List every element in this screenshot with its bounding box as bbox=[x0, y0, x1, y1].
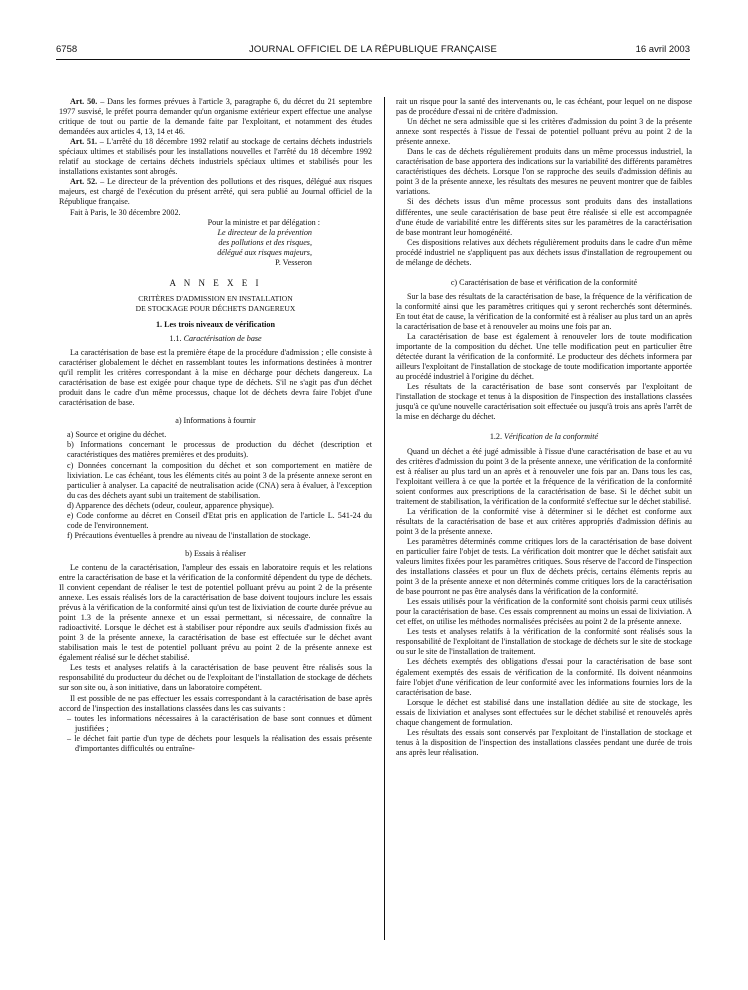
signature-block bbox=[59, 218, 372, 268]
article-label: Art. 50. bbox=[70, 97, 98, 106]
list-item: e) Code conforme au décret en Conseil d'Etat pris en application de l'article L. 541-24 du code de l'environnement. bbox=[67, 510, 372, 530]
paragraph: Un déchet ne sera admissible que si les critères d'admission du point 3 de la présente annexe sont respectés à l'issue de l'essai de potentiel polluant prévu au point 2 de la présente annexe. bbox=[396, 117, 692, 147]
paragraph: Dans le cas de déchets régulièrement produits dans un même processus industriel, la caractérisation de base apportera des indications sur la variabilité des différents paramètres caractéristiques des déchets. Lorsque l'on se rapproche des seuils d'admission définis au point 3 de la présente annexe, les résultats des mesures ne peuvent montrer que de faibles variations. bbox=[396, 147, 692, 197]
signature-line: des pollutions et des risques, bbox=[218, 237, 312, 247]
subsection-heading bbox=[59, 334, 372, 344]
left-column bbox=[59, 97, 372, 754]
signature-line: Le directeur de la prévention bbox=[217, 227, 312, 237]
paragraph: Les tests et analyses relatifs à la caractérisation de base peuvent être réalisés sous la responsabilité du producteur du déchet ou de l'exploitant de l'installation de stockage de déchets sur son site ou, à son initiative, dans un laboratoire compétent. bbox=[59, 663, 372, 693]
paragraph: Si des déchets issus d'un même processus sont produits dans des installations différentes, une seule caractérisation de base peut être réalisée si elle est accompagnée d'une étude de variabilité entre les différents sites sur les paramètres de la caractérisation de base montrant leur homogénéité. bbox=[396, 197, 692, 237]
list-item: b) Informations concernant le processus de production du déchet (description et caractéristiques des matières premières et des produits). bbox=[67, 440, 372, 460]
information-list bbox=[59, 430, 372, 541]
journal-title: JOURNAL OFFICIEL DE LA RÉPUBLIQUE FRANÇAISE bbox=[248, 44, 498, 55]
annex-heading-line-2: DE STOCKAGE POUR DÉCHETS DANGEREUX bbox=[135, 303, 296, 313]
subsection-heading bbox=[396, 432, 692, 442]
page-header bbox=[56, 44, 690, 58]
list-item: – toutes les informations nécessaires à la caractérisation de base sont connues et dûment justifiées ; bbox=[67, 713, 372, 733]
list-item: a) Source et origine du déchet. bbox=[67, 430, 167, 440]
paragraph: Les tests et analyses relatifs à la vérification de la conformité sont réalisés sous la responsabilité de l'exploitant de l'installation de stockage de déchets sur le site de stockage ou sur le site de l'installation de traitement. bbox=[396, 627, 692, 657]
subheading: b) Essais à réaliser bbox=[185, 548, 246, 558]
paragraph: Les paramètres déterminés comme critiques lors de la caractérisation de base doivent en particulier faire l'objet de tests. La vérification doit montrer que le déchet satisfait aux valeurs limites fixées pour les paramètres critiques. Sous réserve de l'accord de l'inspection des installations classées et pour un flux de déchets précis, certains éléments repris au point 3 de la présente annexe et non déterminés comme critiques lors de la caractérisation de base pourront ne pas être analysés dans la vérification de la conformité. bbox=[396, 536, 693, 597]
signature-line: Pour la ministre et par délégation : bbox=[207, 217, 320, 227]
paragraph: Les résultats des essais sont conservés par l'exploitant de l'installation de stockage et tenus à la disposition de l'inspection des installations classées pendant une durée de trois ans après leur réalisation. bbox=[396, 727, 692, 757]
section-heading: 1. Les trois niveaux de vérification bbox=[155, 319, 275, 329]
page-number: 6758 bbox=[56, 44, 78, 55]
subsection-number: 1.2. bbox=[489, 432, 503, 442]
signature-place-date: Fait à Paris, le 30 décembre 2002. bbox=[70, 207, 181, 217]
paragraph: Ces dispositions relatives aux déchets régulièrement produits dans le cadre d'un même procédé industriel ne s'appliquent pas aux déchets issus d'installation de regroupement ou de mélange de déchets. bbox=[396, 237, 692, 267]
paragraph: Quand un déchet a été jugé admissible à l'issue d'une caractérisation de base et au vu des critères d'admission du point 3 de la présente annexe, une vérification de la conformité est à réaliser au plus tard un an après et à renouveler une fois par an. Dans tous les cas, l'exploitant veillera à ce que la portée et la fréquence de la vérification de la conformité soient conformes aux prescriptions de la caractérisation de base. Si le déchet subit un traitement de stabilisation, la vérification de la conformité s'effectue sur le déchet stabilisé. bbox=[396, 446, 692, 506]
article-50 bbox=[59, 97, 372, 137]
paragraph: La caractérisation de base est la première étape de la procédure d'admission ; elle consiste à caractériser globalement le déchet en rassemblant toutes les informations destinées à montrer qu'il remplit les critères correspondant à la mise en décharge pour déchets dangereux. La caractérisation de base est exigée pour chaque type de déchets. S'il ne s'agit pas d'un déchet produit dans le cadre d'un même processus, chaque lot de déchets devra faire l'objet d'une caractérisation de base. bbox=[59, 348, 372, 408]
paragraph: Le contenu de la caractérisation, l'ampleur des essais en laboratoire requis et les relations entre la caractérisation de base et la vérification de la conformité dépendent du type de déchets. Il convient cependant de réaliser le test de potentiel polluant prévu au point 2 de la présente annexe. Les essais réalisés lors de la caractérisation de base doivent toujours inclure les essais prévus à la vérification de la conformité ainsi qu'un test de lixiviation de courte durée prévue au point 1.3 de la présente annexe et un essai permettant, si nécessaire, de connaître la radioactivité. Lorsque le déchet est à stabiliser pour répondre aux seuils d'admission fixés au point 3 de la présente annexe, la caractérisation de base est effectuée sur le déchet avant stabilisation mais le test de potentiel polluant prévu au point 2 de la présente annexe est également réalisé sur le déchet stabilisé. bbox=[59, 562, 372, 663]
list-item: f) Précautions éventuelles à prendre au niveau de l'installation de stockage. bbox=[67, 530, 311, 540]
list-item: – le déchet fait partie d'un type de déchets pour lesquels la réalisation des essais présente d'importantes difficultés ou entraîne- bbox=[67, 733, 372, 753]
signature-line: délégué aux risques majeurs, bbox=[217, 247, 312, 257]
article-51 bbox=[59, 137, 372, 177]
article-label: Art. 51. bbox=[70, 137, 98, 147]
article-text: – Dans les formes prévues à l'article 3, paragraphe 6, du décret du 21 septembre 1977 susvisé, le préfet pourra demander qu'un organisme extérieur expert effectue une analyse critique de tout ou partie de la demande faite par l'exploitant, et notamment des études demandées aux articles 4, 13, 14 et 46. bbox=[59, 97, 372, 137]
right-column bbox=[396, 97, 692, 758]
header-rule bbox=[56, 59, 690, 60]
list-item: c) Données concernant la composition du déchet et son comportement en matière de lixiviation. Le cas échéant, tous les éléments cités au point 3 de la présente annexe seront en particulier à analyser. La capacité de neutralisation acide (CNA) sera à évaluer, à l'exception du cas des déchets ayant subi un traitement de stabilisation. bbox=[67, 460, 372, 500]
column-divider bbox=[384, 97, 385, 940]
exemption-list bbox=[59, 714, 372, 754]
subsection-title: Caractérisation de base bbox=[183, 333, 262, 343]
paragraph: Sur la base des résultats de la caractérisation de base, la fréquence de la vérification de la conformité ainsi que les paramètres critiques qui y seront recherchés sont déterminés. En tout état de cause, la vérification de la conformité est à réaliser au plus tard un an après la caractérisation de base et à renouveler au moins une fois par an. bbox=[396, 291, 692, 331]
list-item: d) Apparence des déchets (odeur, couleur, apparence physique). bbox=[67, 500, 274, 510]
paragraph: rait un risque pour la santé des intervenants ou, le cas échéant, pour lequel on ne dispose pas de procédure d'essai ni de critère d'admission. bbox=[396, 97, 692, 117]
paragraph: Les déchets exemptés des obligations d'essai pour la caractérisation de base sont également exemptés des essais de vérification de la conformité. Ils doivent néanmoins faire l'objet d'une vérification de leur conformité avec les informations fournies lors de la caractérisation de base. bbox=[396, 657, 692, 697]
paragraph: Les résultats de la caractérisation de base sont conservés par l'exploitant de l'installation de stockage et tenus à la disposition de l'inspection des installations classées jusqu'à ce qu'une nouvelle caractérisation soit effectuée ou jusqu'à trois ans après l'arrêt de la mise en décharge du déchet. bbox=[396, 382, 692, 422]
paragraph: La caractérisation de base est également à renouveler lors de toute modification importante de la composition du déchet. Une telle modification peut en particulier être détectée durant la vérification de la conformité. Le producteur des déchets informera par ailleurs l'exploitant de l'installation de stockage de toute modification importante apportée au procédé industriel à l'origine du déchet. bbox=[396, 332, 692, 382]
signatory-name: P. Vesseron bbox=[275, 257, 312, 267]
paragraph: La vérification de la conformité vise à déterminer si le déchet est conforme aux résultats de la caractérisation de base et aux critères appropriés d'admission définis au point 3 de la présente annexe. bbox=[396, 506, 692, 536]
annex-title: A N N E X E I bbox=[169, 277, 262, 288]
subheading: a) Informations à fournir bbox=[175, 416, 256, 426]
subheading: c) Caractérisation de base et vérification de la conformité bbox=[450, 277, 638, 287]
issue-date: 16 avril 2003 bbox=[635, 44, 690, 55]
article-52 bbox=[59, 177, 372, 207]
paragraph: Il est possible de ne pas effectuer les essais correspondant à la caractérisation de base après accord de l'inspection des installations classées dans les cas suivants : bbox=[59, 693, 372, 713]
paragraph: Les essais utilisés pour la vérification de la conformité sont choisis parmi ceux utilisés pour la caractérisation de base. Ces essais comprennent au moins un essai de lixiviation. A cet effet, on utilise les méthodes normalisées précisées au point 2 de la présente annexe. bbox=[396, 597, 692, 627]
subsection-number: 1.1. bbox=[169, 333, 182, 343]
article-label: Art. 52. bbox=[70, 177, 98, 187]
subsection-title: Vérification de la conformité bbox=[504, 432, 599, 442]
article-text: – Le directeur de la prévention des pollutions et des risques, délégué aux risques majeurs, est chargé de l'exécution du présent arrêté, qui sera publié au Journal officiel de la République française. bbox=[59, 177, 372, 207]
article-text: – L'arrêté du 18 décembre 1992 relatif au stockage de certains déchets industriels spéciaux ultimes et stabilisés pour les installations nouvelles et l'arrêté du 18 décembre 1992 relatif au stockage de certains déchets industriels spéciaux ultimes et stabilisés pour les installations existantes sont abrogés. bbox=[59, 137, 372, 177]
paragraph: Lorsque le déchet est stabilisé dans une installation dédiée au site de stockage, les essais de lixiviation et analyses sont effectuées sur le déchet stabilisé et renouvelés après chaque changement de formulation. bbox=[396, 697, 692, 727]
annex-heading-line-1: CRITÈRES D'ADMISSION EN INSTALLATION bbox=[138, 293, 293, 303]
